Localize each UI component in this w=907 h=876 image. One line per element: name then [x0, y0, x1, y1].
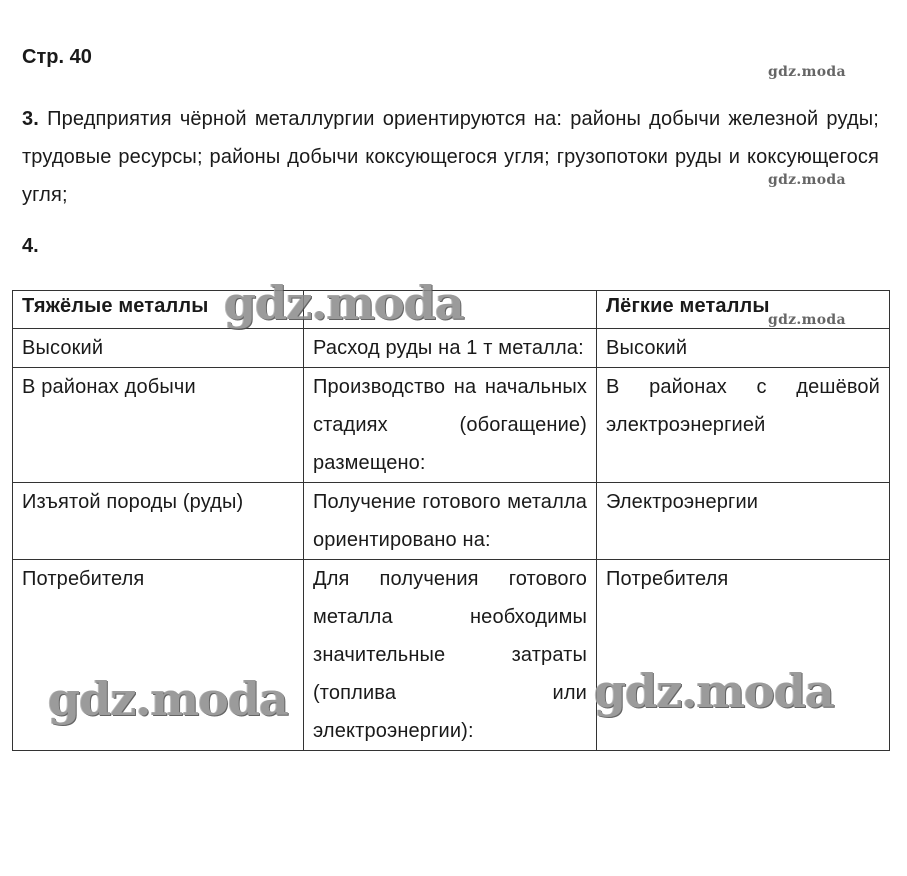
cell-criterion: Для получения готового металла необходимы значительные затраты (топлива или электроэнергии): [304, 560, 597, 751]
cell-criterion: Производство на начальных стадиях (обогащение) размещено: [304, 368, 597, 483]
table-row [13, 368, 890, 483]
table-row [13, 483, 890, 560]
cell-light: Высокий [597, 329, 890, 368]
watermark-small: gdz.moda [768, 312, 846, 328]
task-3-text: Предприятия чёрной металлургии ориентируются на: районы добычи железной руды; трудовые ресурсы; районы добычи коксующегося угля; грузопотоки руды и коксующегося угля; [22, 108, 879, 206]
cell-criterion: Получение готового металла ориентировано на: [304, 483, 597, 560]
watermark-large: gdz.moda [594, 664, 834, 718]
cell-light: В районах с дешёвой электроэнергией [597, 368, 890, 483]
table-row [13, 329, 890, 368]
page-number: Стр. 40 [22, 46, 92, 68]
header-light-metals: Лёгкие металлы [597, 291, 890, 329]
cell-heavy: Высокий [13, 329, 304, 368]
watermark-small: gdz.moda [768, 172, 846, 188]
cell-heavy: Изъятой породы (руды) [13, 483, 304, 560]
watermark-large: gdz.moda [224, 276, 464, 330]
watermark-large: gdz.moda [48, 672, 288, 726]
header-heavy-metals: Тяжёлые металлы [13, 291, 304, 329]
cell-criterion: Расход руды на 1 т металла: [304, 329, 597, 368]
watermark-small: gdz.moda [768, 64, 846, 80]
cell-heavy: В районах добычи [13, 368, 304, 483]
cell-heavy: Потребителя [13, 560, 304, 751]
task-3-paragraph [22, 100, 879, 214]
task-4-number: 4. [22, 235, 39, 257]
task-3-number: 3. [22, 108, 39, 130]
cell-light: Электроэнергии [597, 483, 890, 560]
cell-light: Потребителя [597, 560, 890, 751]
